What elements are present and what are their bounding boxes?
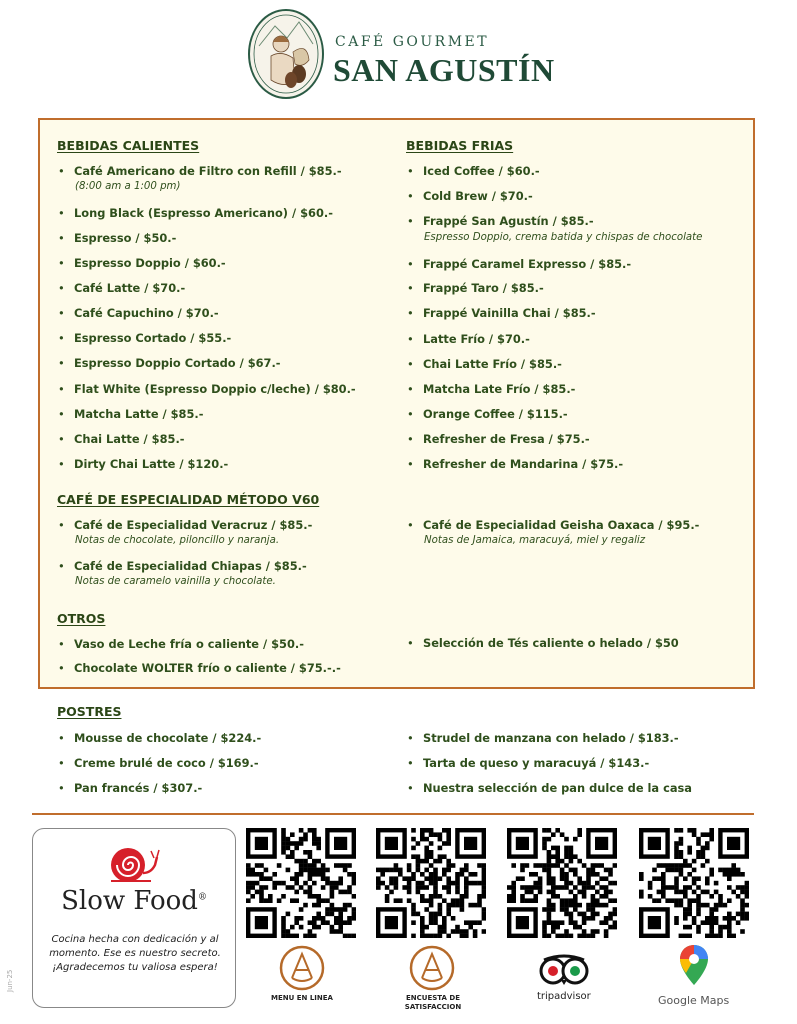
slow-food-title: Slow Food® [61,886,207,916]
menu-item: • Pan francés / $307.- [74,781,202,795]
menu-item-note: Espresso Doppio, crema batida y chispas de chocolate [424,232,703,243]
menu-item-note: (8:00 am a 1:00 pm) [75,181,181,192]
menu-item-note: Notas de caramelo vainilla y chocolate. [75,576,276,587]
snail-icon [101,843,161,885]
brand-title: SAN AGUSTÍN [333,52,555,88]
menu-item-note: Notas de chocolate, piloncillo y naranja. [75,535,280,546]
menu-item: • Chocolate WOLTER frío o caliente / $75.-.- [74,661,341,675]
menu-item: • Café de Especialidad Chiapas / $85.- [74,559,307,573]
menu-item: • Espresso Doppio Cortado / $67.- [74,356,281,370]
cafe-seal-icon [278,944,326,992]
menu-item: • Café de Especialidad Geisha Oaxaca / $95.- [423,518,699,532]
angel-medallion-icon [247,8,325,100]
menu-item: • Café Americano de Filtro con Refill / $85.- [74,164,342,178]
menu-item: • Matcha Latte / $85.- [74,407,203,421]
menu-item: • Long Black (Espresso Americano) / $60.- [74,206,333,220]
menu-item: • Dirty Chai Latte / $120.- [74,457,228,471]
menu-item: • Tarta de queso y maracuyá / $143.- [423,756,649,770]
section-title-especialidad: CAFÉ DE ESPECIALIDAD MÉTODO V60 [57,492,320,507]
menu-item: • Creme brulé de coco / $169.- [74,756,259,770]
menu-item: • Espresso Doppio / $60.- [74,256,226,270]
menu-online-label: MENU EN LINEA [271,994,333,1002]
slow-food-card [32,828,236,1008]
menu-panel [38,118,755,689]
survey-label: ENCUESTA DE SATISFACCION [404,994,462,1011]
menu-item: • Flat White (Espresso Doppio c/leche) / $80.- [74,382,356,396]
menu-item: • Espresso / $50.- [74,231,176,245]
menu-item: • Matcha Late Frío / $85.- [423,382,575,396]
survey-qr-code[interactable] [376,828,486,938]
google-maps-qr-code[interactable] [639,828,749,938]
menu-item: • Frappé Caramel Expresso / $85.- [423,257,631,271]
section-divider [32,813,754,815]
brand-logo [247,8,557,104]
cafe-seal-icon [408,944,456,992]
menu-item: • Orange Coffee / $115.- [423,407,568,421]
section-title-bebidas-calientes: BEBIDAS CALIENTES [57,138,200,153]
tripadvisor-qr-code[interactable] [507,828,617,938]
menu-item-note: Notas de Jamaica, maracuyá, miel y regaliz [424,535,646,546]
menu-item: • Chai Latte Frío / $85.- [423,357,562,371]
menu-item: • Refresher de Fresa / $75.- [423,432,590,446]
menu-item: • Espresso Cortado / $55.- [74,331,231,345]
menu-item: • Chai Latte / $85.- [74,432,185,446]
google-maps-pin-icon [679,944,709,986]
menu-item: • Iced Coffee / $60.- [423,164,540,178]
section-title-otros: OTROS [57,611,106,626]
slow-food-text: Cocina hecha con dedicación y al momento. Ese es nuestro secreto. ¡Agradecemos tu valiosa espera! [49,934,221,973]
menu-item: • Nuestra selección de pan dulce de la casa [423,781,692,795]
menu-item: • Frappé Vainilla Chai / $85.- [423,306,596,320]
google-maps-label: Google Maps [658,994,730,1007]
tripadvisor-owl-icon [538,952,590,986]
brand-subtitle: CAFÉ GOURMET [335,34,490,50]
date-stamp: Jun-25 [6,969,14,992]
menu-item: • Vaso de Leche fría o caliente / $50.- [74,637,304,651]
menu-item: • Refresher de Mandarina / $75.- [423,457,623,471]
section-title-postres: POSTRES [57,704,122,719]
menu-item: • Latte Frío / $70.- [423,332,530,346]
menu-item: • Café Capuchino / $70.- [74,306,219,320]
menu-item: • Frappé Taro / $85.- [423,281,544,295]
menu-item: • Cold Brew / $70.- [423,189,533,203]
menu-item: • Café de Especialidad Veracruz / $85.- [74,518,312,532]
menu-item: • Mousse de chocolate / $224.- [74,731,261,745]
menu-item: • Selección de Tés caliente o helado / $50 [423,636,679,650]
menu-item: • Frappé San Agustín / $85.- [423,214,594,228]
tripadvisor-label: tripadvisor [537,991,591,1002]
menu-qr-code[interactable] [246,828,356,938]
menu-item: • Café Latte / $70.- [74,281,185,295]
section-title-bebidas-frias: BEBIDAS FRIAS [406,138,514,153]
menu-item: • Strudel de manzana con helado / $183.- [423,731,679,745]
